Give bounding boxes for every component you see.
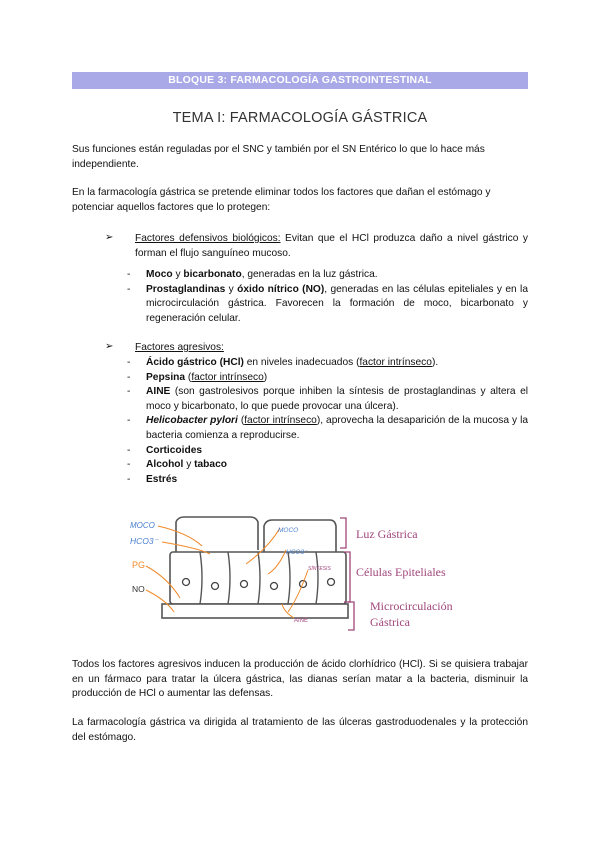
bracket-luz bbox=[340, 518, 346, 548]
item-bold: óxido nítrico (NO) bbox=[237, 283, 325, 295]
label-microcirculacion: Microcirculación bbox=[370, 599, 453, 613]
item-text: , generadas en las células epiteliales y en la microcirculación gástrica. Favorecen la formación de moco, bicarbonato y regeneración celular. bbox=[146, 283, 528, 324]
label-pg: PG bbox=[132, 560, 146, 570]
gastric-mucosa-diagram bbox=[118, 508, 488, 638]
item-text: y bbox=[172, 269, 184, 280]
item-bold: Pepsina bbox=[146, 371, 186, 383]
item-text: (son gastrolesivos porque inhiben la síntesis de prostaglandinas y altera el moco y bicarbonato, lo que puede provocar una úlcera). bbox=[146, 386, 528, 412]
label-luz-gastrica: Luz Gástrica bbox=[356, 527, 418, 541]
list-item: - Pepsina (factor intrínseco) bbox=[127, 371, 268, 383]
microcirculation-layer bbox=[162, 604, 348, 618]
aggressive-heading-text: Factores agresivos: bbox=[135, 342, 224, 353]
list-item: - Ácido gástrico (HCl) en niveles inadecuados (factor intrínseco). bbox=[127, 357, 439, 368]
label-moco-left: MOCO bbox=[130, 521, 155, 530]
label-celulas-epiteliales: Células Epiteliales bbox=[356, 565, 446, 579]
label-hco3-inner: HCO3⁻ bbox=[286, 549, 308, 556]
outro-paragraph-2: La farmacología gástrica va dirigida al tratamiento de las úlceras gastroduodenales y la protección del estómago. bbox=[72, 717, 528, 743]
item-bold: Helicobacter pylori bbox=[146, 415, 238, 427]
item-bold: tabaco bbox=[194, 459, 227, 471]
item-text: y bbox=[225, 283, 238, 295]
outro-paragraph-1: Todos los factores agresivos inducen la producción de ácido clorhídrico (HCl). Si se quisiera trabajar en un fármaco para tratar la úlcera gástrica, las dianas serían matar a la bacteria, disminuir la producción de HCl o aumentar las defensas. bbox=[72, 659, 528, 699]
item-underlined: factor intrínseco bbox=[244, 415, 317, 427]
intro-paragraph-2: En la farmacología gástrica se pretende eliminar todos los factores que dañan el estómago y potenciar aquellos factores que lo protegen: bbox=[72, 187, 491, 213]
defensive-list bbox=[127, 268, 528, 326]
epithelial-layer bbox=[170, 552, 346, 604]
item-bold: Prostaglandinas bbox=[146, 283, 226, 295]
label-gastrica: Gástrica bbox=[370, 615, 410, 629]
label-no: NO bbox=[132, 584, 145, 594]
list-item: - Helicobacter pylori (factor intrínseco), aprovecha la desaparición de la mucosa y la bacteria comienza a reproducirse. bbox=[127, 415, 529, 441]
list-item: - Estrés bbox=[127, 473, 178, 485]
defensive-heading: Factores defensivos biológicos: bbox=[135, 233, 281, 244]
item-text: ) bbox=[263, 371, 268, 383]
label-hco3-left: HCO3⁻ bbox=[130, 536, 159, 546]
item-text: y bbox=[183, 459, 195, 471]
bullet-arrow-icon: ➢ bbox=[105, 232, 114, 243]
list-item: - Moco y bicarbonato, generadas en la luz gástrica. bbox=[127, 269, 378, 280]
item-bold: Ácido gástrico (HCl) bbox=[146, 357, 244, 368]
page-title: TEMA I: FARMACOLOGÍA GÁSTRICA bbox=[172, 110, 428, 126]
item-text: ). bbox=[431, 357, 439, 368]
label-aine: AINE bbox=[294, 618, 309, 624]
item-underlined: factor intrínseco bbox=[191, 371, 264, 383]
defensive-factors-text bbox=[135, 232, 528, 261]
item-underlined: factor intrínseco bbox=[359, 357, 432, 368]
aggressive-heading bbox=[135, 341, 528, 356]
item-text: en niveles inadecuados ( bbox=[243, 357, 360, 368]
label-sintesis: SÍNTESIS bbox=[308, 566, 331, 572]
arrow-line bbox=[158, 526, 202, 546]
item-bold: Estrés bbox=[146, 473, 178, 485]
list-item: - Prostaglandinas y óxido nítrico (NO), generadas en las células epiteliales y en la microcirculación gástrica. Favorecen la formación de moco, bicarbonato y regeneración celular. bbox=[127, 283, 528, 324]
item-bold: Corticoides bbox=[146, 444, 203, 456]
bullet-arrow-icon: ➢ bbox=[105, 341, 114, 352]
label-moco-inner: MOCO bbox=[278, 527, 299, 534]
item-bold: bicarbonato bbox=[183, 269, 242, 280]
item-bold: Moco bbox=[146, 269, 173, 280]
intro-paragraph-1: Sus funciones están reguladas por el SNC y también por el SN Entérico lo que lo hace más independiente. bbox=[72, 144, 485, 170]
list-item: - AINE (son gastrolesivos porque inhiben la síntesis de prostaglandinas y altera el moco y bicarbonato, lo que puede provocar una úlcera). bbox=[127, 386, 528, 412]
item-bold: AINE bbox=[146, 386, 171, 398]
item-text: , generadas en la luz gástrica. bbox=[241, 269, 378, 280]
list-item: - Corticoides bbox=[127, 444, 203, 456]
item-text: ), aprovecha la desaparición de la mucosa y la bacteria comienza a reproducirse. bbox=[146, 415, 529, 441]
item-text: ( bbox=[237, 415, 245, 427]
defensive-description: Evitan que el HCl produzca daño a nivel gástrico y forman el flujo sanguíneo mucoso. bbox=[135, 233, 528, 259]
bracket-micro bbox=[348, 602, 354, 630]
list-item: - Alcohol y tabaco bbox=[127, 459, 227, 471]
section-banner: BLOQUE 3: FARMACOLOGÍA GASTROINTESTINAL bbox=[72, 72, 528, 89]
item-bold: Alcohol bbox=[146, 459, 184, 471]
aggressive-list bbox=[127, 356, 528, 487]
item-text: ( bbox=[185, 371, 192, 383]
